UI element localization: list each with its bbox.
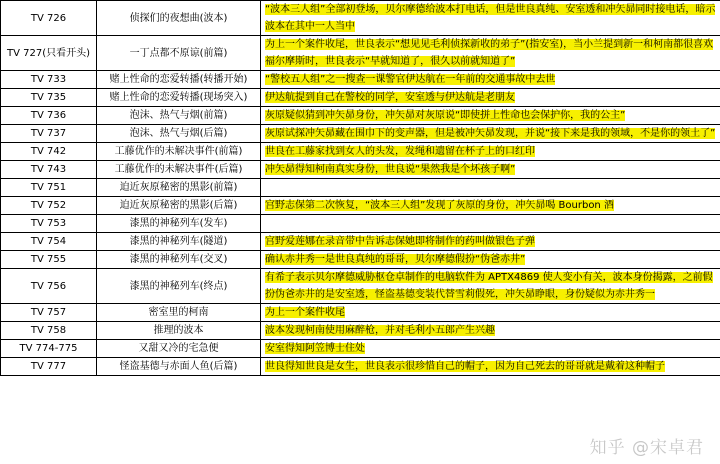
episode-cell: TV 758 <box>1 322 97 340</box>
table-row <box>1 179 720 197</box>
table-row <box>1 197 720 215</box>
episode-cell: TV 742 <box>1 143 97 161</box>
title-cell: 工藤优作的未解决事件(后篇) <box>97 161 261 179</box>
episode-cell: TV 743 <box>1 161 97 179</box>
highlighted-note: 为上一个案件收尾，世良表示“想见见毛利侦探新收的弟子”(指安室)，当小兰提到新一和柯南都很喜欢福尔摩斯时，世良表示“早就知道了，很久以前就知道了” <box>265 39 714 67</box>
highlighted-note: 为上一个案件收尾 <box>265 307 345 318</box>
episode-cell: TV 735 <box>1 89 97 107</box>
episode-cell: TV 756 <box>1 269 97 304</box>
title-cell: 一丁点都不原谅(前篇) <box>97 36 261 71</box>
title-cell: 泡沫、热气与烟(前篇) <box>97 107 261 125</box>
table-row <box>1 89 720 107</box>
episode-table-body <box>1 1 720 376</box>
title-cell: 漆黑的神秘列车(终点) <box>97 269 261 304</box>
episode-cell: TV 727(只看开头) <box>1 36 97 71</box>
note-cell <box>261 215 720 233</box>
episode-cell: TV 755 <box>1 251 97 269</box>
table-row <box>1 269 720 304</box>
note-cell <box>261 179 720 197</box>
highlighted-note: 确认赤井秀一是世良真纯的哥哥，贝尔摩德假扮“伪爸赤井” <box>265 254 526 265</box>
note-cell <box>261 304 720 322</box>
episode-cell: TV 753 <box>1 215 97 233</box>
table-row <box>1 322 720 340</box>
note-cell <box>261 107 720 125</box>
highlighted-note: 灰原疑似猜到冲矢昴身份，冲矢昴对灰原说“即使拼上性命也会保护你，我的公主” <box>265 110 626 121</box>
table-row <box>1 107 720 125</box>
note-cell <box>261 125 720 143</box>
episode-cell: TV 752 <box>1 197 97 215</box>
note-cell <box>261 143 720 161</box>
episode-cell: TV 751 <box>1 179 97 197</box>
episode-cell: TV 757 <box>1 304 97 322</box>
title-cell: 怪盗基德与赤面人鱼(后篇) <box>97 358 261 376</box>
highlighted-note: 有希子表示贝尔摩德威胁枢仓卓制作的电脑软件为 APTX4869 使人变小有关，波本身份揭露，之前假扮伪爸赤井的是安室透，怪盗基德变装代替雪莉假死，冲矢昴睁眼，身份疑似为赤井秀一 <box>265 272 713 300</box>
note-cell <box>261 269 720 304</box>
title-cell: 迫近灰原秘密的黑影(后篇) <box>97 197 261 215</box>
episode-cell: TV 777 <box>1 358 97 376</box>
episode-cell: TV 726 <box>1 1 97 36</box>
episode-cell: TV 754 <box>1 233 97 251</box>
table-row <box>1 340 720 358</box>
highlighted-note: 宫野志保第二次恢复，“波本三人组”发现了灰原的身份，冲矢昴喝 Bourbon 酒 <box>265 200 614 211</box>
title-cell: 推理的波本 <box>97 322 261 340</box>
highlighted-note: 世良得知世良是女生，世良表示很珍惜自己的帽子，因为自己死去的哥哥就是戴着这种帽子 <box>265 361 665 372</box>
table-row <box>1 143 720 161</box>
note-cell <box>261 340 720 358</box>
title-cell: 泡沫、热气与烟(后篇) <box>97 125 261 143</box>
table-row <box>1 251 720 269</box>
highlighted-note: “警校五人组”之一搜查一课警官伊达航在一年前的交通事故中去世 <box>265 74 556 85</box>
note-cell <box>261 71 720 89</box>
title-cell: 赌上性命的恋爱转播(转播开始) <box>97 71 261 89</box>
highlighted-note: 波本发现柯南使用麻醉枪，并对毛利小五郎产生兴趣 <box>265 325 495 336</box>
table-row <box>1 233 720 251</box>
note-cell <box>261 36 720 71</box>
title-cell: 漆黑的神秘列车(交叉) <box>97 251 261 269</box>
title-cell: 赌上性命的恋爱转播(现场突入) <box>97 89 261 107</box>
note-cell <box>261 358 720 376</box>
table-row <box>1 125 720 143</box>
note-cell <box>261 89 720 107</box>
highlighted-note: 冲矢昴得知柯南真实身份，世良说“果然我是个坏孩子啊” <box>265 164 516 175</box>
highlighted-note: 宫野爱莲娜在录音带中告诉志保她即将制作的药叫做银色子弹 <box>265 236 535 247</box>
highlighted-note: 安室得知阿笠博士住处 <box>265 343 365 354</box>
highlighted-note: 世良在工藤家找到女人的头发，发绳和遗留在杯子上的口红印 <box>265 146 535 157</box>
table-row <box>1 215 720 233</box>
note-cell <box>261 233 720 251</box>
table-row <box>1 304 720 322</box>
note-cell <box>261 161 720 179</box>
table-row <box>1 36 720 71</box>
title-cell: 又甜又冷的宅急便 <box>97 340 261 358</box>
episode-cell: TV 737 <box>1 125 97 143</box>
table-row <box>1 358 720 376</box>
table-row <box>1 1 720 36</box>
table-row <box>1 71 720 89</box>
episode-cell: TV 733 <box>1 71 97 89</box>
title-cell: 漆黑的神秘列车(隧道) <box>97 233 261 251</box>
title-cell: 漆黑的神秘列车(发车) <box>97 215 261 233</box>
note-cell <box>261 322 720 340</box>
title-cell: 工藤优作的未解决事件(前篇) <box>97 143 261 161</box>
highlighted-note: 灰原试探冲矢昴藏在围巾下的变声器，但是被冲矢昴发现，并说“接下来是我的领域，不是你的领土了” <box>265 128 716 139</box>
note-cell <box>261 197 720 215</box>
table-row <box>1 161 720 179</box>
episode-cell: TV 774-775 <box>1 340 97 358</box>
title-cell: 迫近灰原秘密的黑影(前篇) <box>97 179 261 197</box>
highlighted-note: “波本三人组”全部初登场，贝尔摩德给波本打电话，但是世良真纯、安室透和冲矢昴同时接电话，暗示波本在其中一人当中 <box>265 4 716 32</box>
episode-cell: TV 736 <box>1 107 97 125</box>
title-cell: 侦探们的夜想曲(波本) <box>97 1 261 36</box>
title-cell: 密室里的柯南 <box>97 304 261 322</box>
note-cell <box>261 1 720 36</box>
highlighted-note: 伊达航提到自己在警校的同学，安室透与伊达航是老朋友 <box>265 92 515 103</box>
note-cell <box>261 251 720 269</box>
watermark: 知乎 @宋卓君 <box>589 438 704 458</box>
